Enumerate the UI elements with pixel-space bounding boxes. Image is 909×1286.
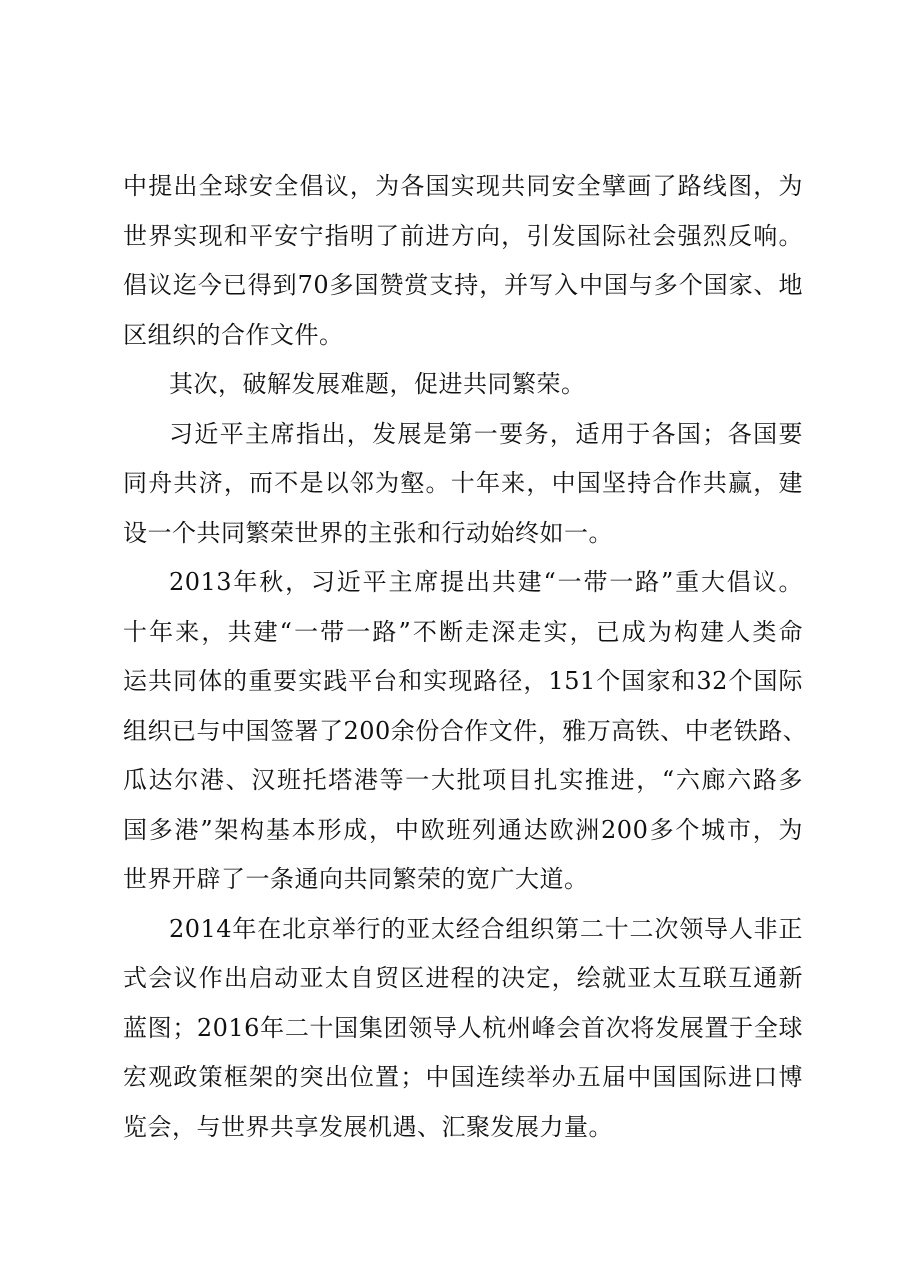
text-line: 十年来，共建“一带一路”不断走深走实，已成为构建人类命: [123, 617, 803, 646]
text-line: 蓝图；2016年二十国集团领导人杭州峰会首次将发展置于全球: [123, 1013, 803, 1042]
text-line: 瓜达尔港、汉班托塔港等一大批项目扎实推进，“六廊六路多: [123, 766, 803, 794]
text-line: 2013年秋，习近平主席提出共建“一带一路”重大倡议。: [169, 568, 803, 596]
text-line: 设一个共同繁荣世界的主张和行动始终如一。: [123, 518, 613, 547]
body-text: [123, 162, 808, 1152]
text-line: 宏观政策框架的突出位置；中国连续举办五届中国国际进口博: [123, 1063, 803, 1091]
text-line: 世界实现和平安宁指明了前进方向，引发国际社会强烈反响。: [123, 221, 803, 250]
text-line: 国多港”架构基本形成，中欧班列通达欧洲200多个城市，为: [123, 815, 803, 844]
text-line: 区组织的合作文件。: [123, 320, 344, 349]
text-line: 倡议迄今已得到70多国赞赏支持，并写入中国与多个国家、地: [123, 271, 803, 299]
text-line: 世界开辟了一条通向共同繁荣的宽广大道。: [123, 865, 589, 893]
text-line: 览会，与世界共享发展机遇、汇聚发展力量。: [123, 1112, 613, 1141]
text-line: 习近平主席指出，发展是第一要务，适用于各国；各国要: [169, 419, 803, 448]
text-line: 中提出全球安全倡议，为各国实现共同安全擘画了路线图，为: [123, 172, 803, 200]
text-line: 组织已与中国签署了200余份合作文件，雅万高铁、中老铁路、: [123, 716, 808, 745]
text-line: 运共同体的重要实践平台和实现路径，151个国家和32个国际: [123, 667, 803, 695]
text-line: 2014年在北京举行的亚太经合组织第二十二次领导人非正: [169, 914, 803, 943]
text-line: 同舟共济，而不是以邻为壑。十年来，中国坚持合作共赢，建: [123, 469, 803, 497]
section-heading: 其次，破解发展难题，促进共同繁荣。: [169, 370, 586, 398]
text-line: 式会议作出启动亚太自贸区进程的决定，绘就亚太互联互通新: [123, 964, 803, 992]
